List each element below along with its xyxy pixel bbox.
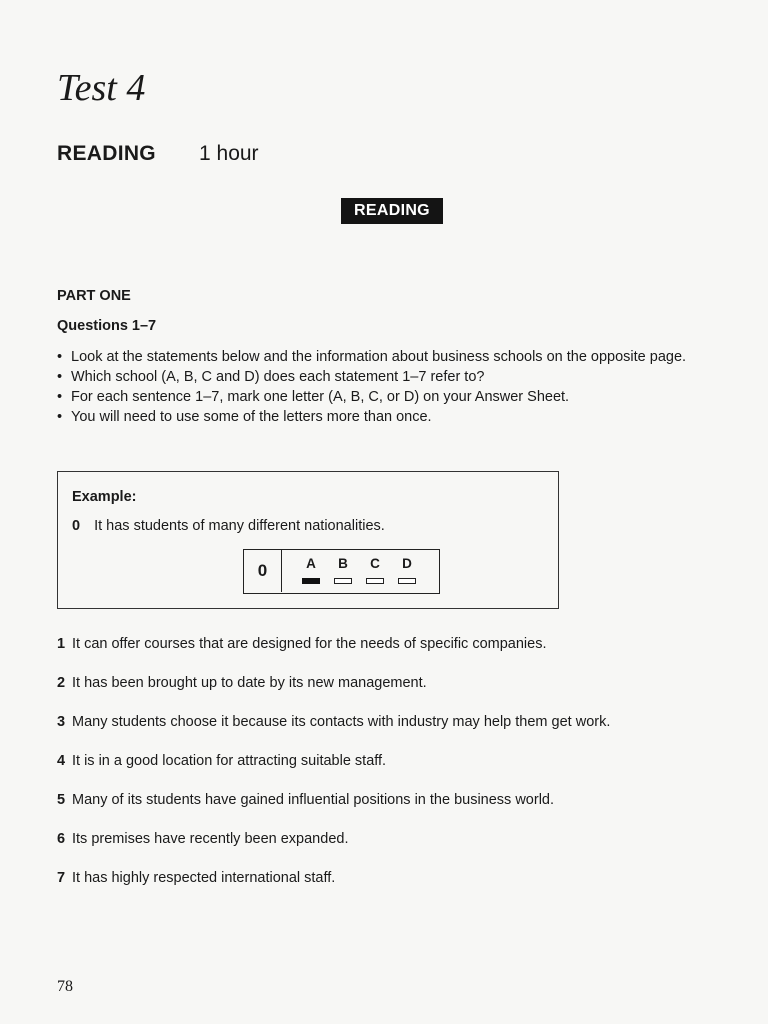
instruction-item — [57, 367, 697, 387]
question-number: 7 — [57, 870, 66, 886]
question-text: It has highly respected international staff. — [72, 870, 336, 886]
section-heading: READING — [57, 142, 156, 165]
question-list — [57, 634, 677, 888]
questions-range: Questions 1–7 — [57, 318, 157, 334]
part-heading: PART ONE — [57, 288, 131, 304]
question-item — [57, 712, 677, 732]
instruction-item — [57, 407, 697, 427]
question-item — [57, 634, 677, 654]
question-text: Many students choose it because its contacts with industry may help them get work. — [72, 714, 611, 730]
option-b-label: B — [338, 556, 348, 571]
example-number: 0 — [72, 518, 81, 534]
option-a-box — [302, 578, 320, 584]
question-item — [57, 868, 677, 888]
question-text: It is in a good location for attracting suitable staff. — [72, 753, 387, 769]
instruction-text: For each sentence 1–7, mark one letter (A, B, C, or D) on your Answer Sheet. — [71, 389, 570, 405]
reading-banner: READING — [341, 198, 443, 224]
bullet-icon: • — [57, 409, 63, 425]
question-item — [57, 673, 677, 693]
duration-label: 1 hour — [199, 142, 259, 165]
question-number: 1 — [57, 636, 66, 652]
option-c-label: C — [370, 556, 380, 571]
example-answer-grid — [243, 549, 440, 594]
instruction-item — [57, 347, 697, 367]
instructions-list — [57, 347, 697, 427]
bullet-icon: • — [57, 349, 63, 365]
question-text: Many of its students have gained influential positions in the business world. — [72, 792, 555, 808]
instruction-text: Which school (A, B, C and D) does each statement 1–7 refer to? — [71, 369, 485, 385]
question-item — [57, 751, 677, 771]
question-item — [57, 790, 677, 810]
question-number: 5 — [57, 792, 66, 808]
answer-number: 0 — [244, 550, 282, 592]
option-b-box — [334, 578, 352, 584]
instruction-text: You will need to use some of the letters more than once. — [71, 409, 432, 425]
instruction-text: Look at the statements below and the information about business schools on the opposite page. — [71, 349, 687, 365]
bullet-icon: • — [57, 389, 63, 405]
option-c-box — [366, 578, 384, 584]
instruction-item — [57, 387, 697, 407]
example-box — [57, 471, 559, 609]
question-item — [57, 829, 677, 849]
option-d-box — [398, 578, 416, 584]
question-text: It has been brought up to date by its new management. — [72, 675, 427, 691]
question-number: 6 — [57, 831, 66, 847]
question-number: 2 — [57, 675, 66, 691]
example-label: Example: — [72, 489, 137, 505]
question-number: 4 — [57, 753, 66, 769]
bullet-icon: • — [57, 369, 63, 385]
question-text: Its premises have recently been expanded. — [72, 831, 349, 847]
page-number: 78 — [57, 978, 73, 995]
question-number: 3 — [57, 714, 66, 730]
test-title: Test 4 — [57, 67, 146, 109]
example-statement — [72, 518, 385, 534]
option-d-label: D — [402, 556, 412, 571]
option-a-label: A — [306, 556, 316, 571]
question-text: It can offer courses that are designed for the needs of specific companies. — [72, 636, 547, 652]
example-text: It has students of many different nationalities. — [94, 518, 385, 534]
